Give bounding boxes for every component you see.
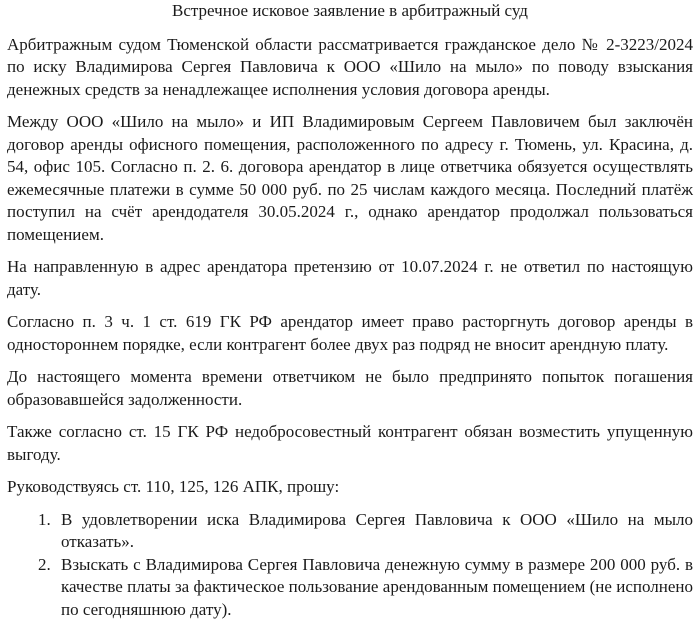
paragraph-law-619: Согласно п. 3 ч. 1 ст. 619 ГК РФ арендатор имеет право расторгнуть договор аренды в одностороннем порядке, если контрагент более двух раз подряд не вносит арендную плату.: [7, 312, 693, 354]
paragraph-case-intro: Арбитражным судом Тюменской области рассматривается гражданское дело № 2-3223/2024 по иску Владимирова Сергея Павловича к ООО «Шило на мыло» по поводу взыскания денежных средств за ненадлежащее исполнения условия договора аренды.: [7, 34, 693, 99]
paragraph-law-15: Также согласно ст. 15 ГК РФ недобросовестный контрагент обязан возместить упущенную выгоду.: [7, 422, 693, 464]
paragraph-petition-lead: Руководствуясь ст. 110, 125, 126 АПК, прошу:: [7, 477, 340, 496]
petition-item-1: 1. В удовлетворении иска Владимирова Сергея Павловича к ООО «Шило на мыло отказать».: [55, 509, 693, 554]
petition-list: [7, 509, 693, 622]
paragraph-claim-notice: На направленную в адрес арендатора претензию от 10.07.2024 г. не ответил по настоящую дату.: [7, 257, 693, 299]
paragraph-contract-details: Между ООО «Шило на мыло» и ИП Владимировым Сергеем Павловичем был заключён договор аренды офисного помещения, расположенного по адресу г. Тюмень, ул. Красина, д. 54, офис 105. Согласно п. 2. 6. договора арендатор в лице ответчика обязуется осуществлять ежемесячные платежи в сумме 50 000 руб. по 25 числам каждого месяца. Последний платёж поступил на счёт арендодателя 30.05.2024 г., однако арендатор продолжал пользоваться помещением.: [7, 112, 693, 244]
document-title: Встречное исковое заявление в арбитражный суд: [172, 1, 528, 20]
petition-item-2: 2. Взыскать с Владимирова Сергея Павловича денежную сумму в размере 200 000 руб. в качестве платы за фактическое пользование арендованным помещением (не исполнено по сегодняшнюю дату).: [55, 554, 693, 622]
paragraph-debt-status: До настоящего момента времени ответчиком не было предпринято попыток погашения образовавшейся задолженности.: [7, 367, 693, 409]
